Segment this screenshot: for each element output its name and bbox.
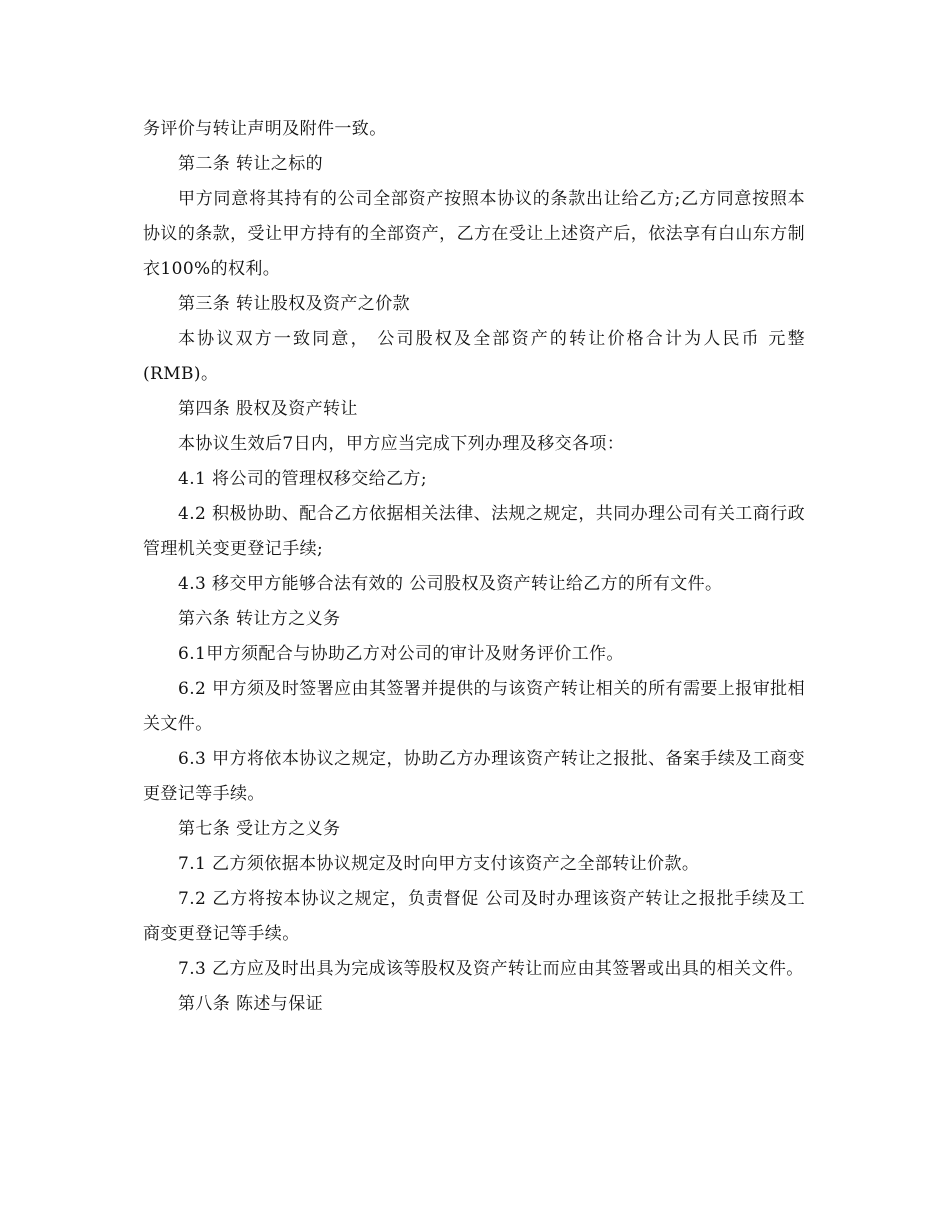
clause-4-3: 4.3 移交甲方能够合法有效的 公司股权及资产转让给乙方的所有文件。 <box>178 574 723 594</box>
clause-6-2: 6.2 甲方须及时签署应由其签署并提供的与该资产转让相关的所有需要上报审批相关文件。 <box>143 679 805 734</box>
clause-4-1: 4.1 将公司的管理权移交给乙方; <box>178 469 427 489</box>
document-body <box>143 112 805 1022</box>
clause-4-2: 4.2 积极协助、配合乙方依据相关法律、法规之规定，共同办理公司有关工商行政管理机关变更登记手续; <box>143 504 805 559</box>
paragraph-continuation: 务评价与转让声明及附件一致。 <box>143 119 387 139</box>
article-3-heading: 第三条 转让股权及资产之价款 <box>178 294 411 314</box>
article-2-body: 甲方同意将其持有的公司全部资产按照本协议的条款出让给乙方;乙方同意按照本协议的条款，受让甲方持有的全部资产，乙方在受让上述资产后，依法享有白山东方制衣100%的权利。 <box>143 189 805 279</box>
clause-7-2: 7.2 乙方将按本协议之规定，负责督促 公司及时办理该资产转让之报批手续及工商变更登记等手续。 <box>143 889 805 944</box>
article-2-heading: 第二条 转让之标的 <box>178 154 324 174</box>
article-3-body: 本协议双方一致同意， 公司股权及全部资产的转让价格合计为人民币 元整(RMB)。 <box>143 329 805 384</box>
article-4-intro: 本协议生效后7日内，甲方应当完成下列办理及移交各项： <box>178 434 625 454</box>
clause-6-1: 6.1甲方须配合与协助乙方对公司的审计及财务评价工作。 <box>178 644 624 664</box>
clause-7-3: 7.3 乙方应及时出具为完成该等股权及资产转让而应由其签署或出具的相关文件。 <box>178 959 804 979</box>
clause-6-3: 6.3 甲方将依本协议之规定，协助乙方办理该资产转让之报批、备案手续及工商变更登记等手续。 <box>143 749 805 804</box>
article-8-heading: 第八条 陈述与保证 <box>178 994 324 1014</box>
article-7-heading: 第七条 受让方之义务 <box>178 819 341 839</box>
article-4-heading: 第四条 股权及资产转让 <box>178 399 358 419</box>
clause-7-1: 7.1 乙方须依据本协议规定及时向甲方支付该资产之全部转让价款。 <box>178 854 700 874</box>
article-6-heading: 第六条 转让方之义务 <box>178 609 341 629</box>
